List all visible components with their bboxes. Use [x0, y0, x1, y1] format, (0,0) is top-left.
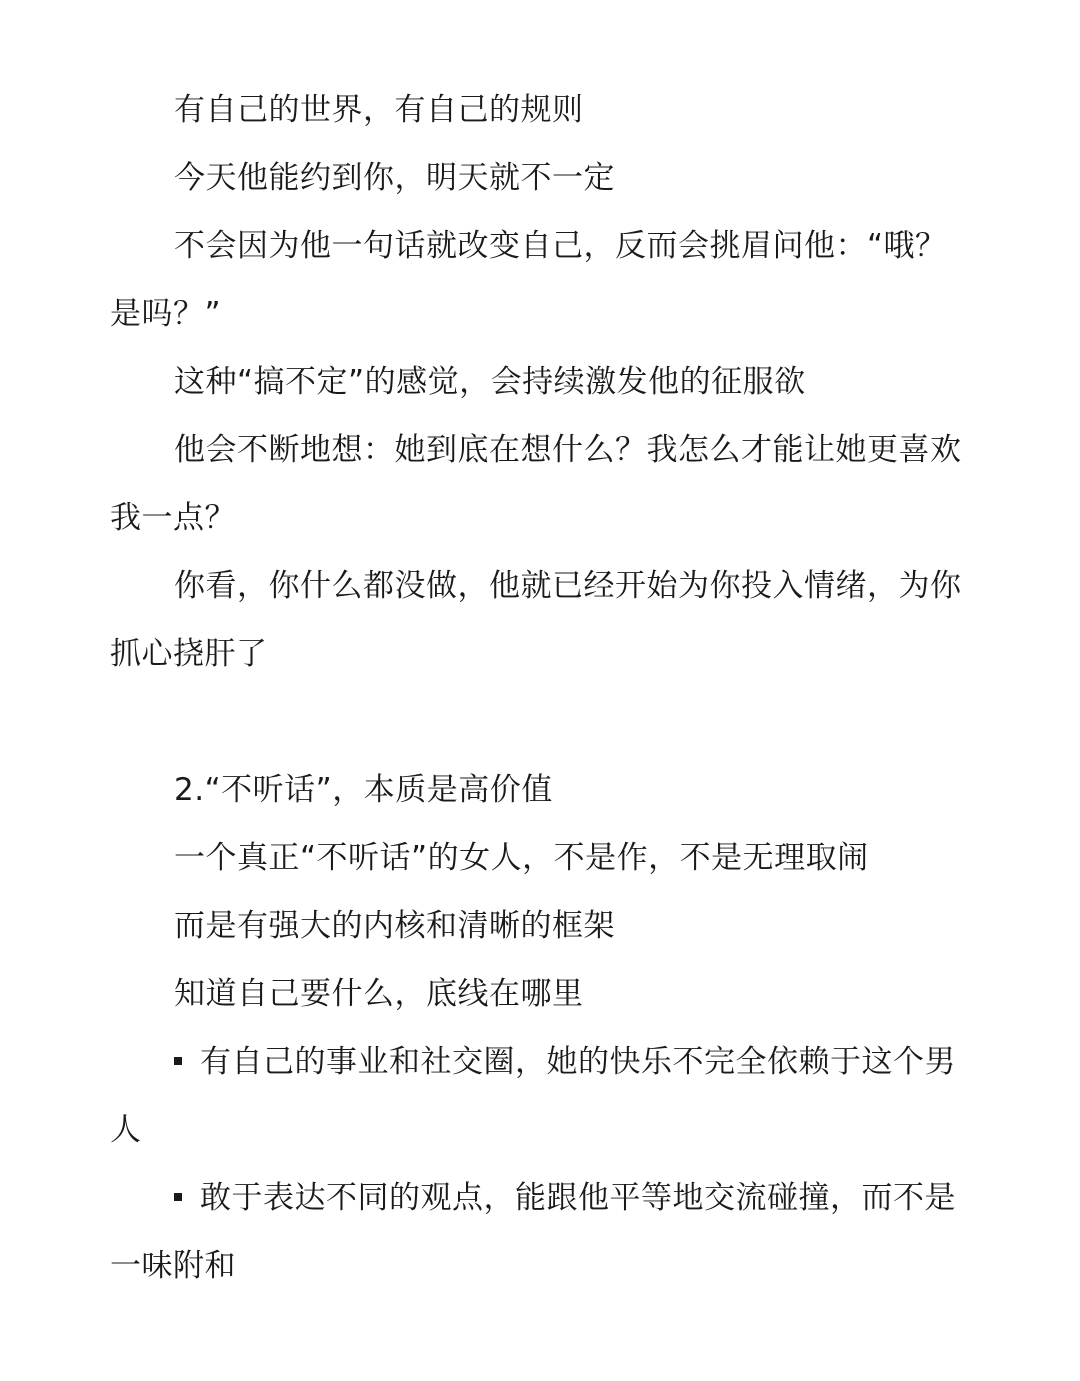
bullet-icon — [174, 1193, 182, 1201]
paragraph: 不会因为他一句话就改变自己，反而会挑眉问他：“哦？是吗？” — [110, 228, 947, 332]
paragraph: 今天他能约到你，明天就不一定 — [174, 160, 615, 196]
paragraph: 而是有强大的内核和清晰的框架 — [174, 908, 615, 944]
bullet-item — [110, 1028, 970, 1164]
paragraph: 一个真正“不听话”的女人，不是作，不是无理取闹 — [174, 840, 869, 876]
paragraph: 这种“搞不定”的感觉，会持续激发他的征服欲 — [174, 364, 806, 400]
bullet-text: 有自己的事业和社交圈，她的快乐不完全依赖于这个男人 — [110, 1044, 956, 1148]
section-heading: 2.“不听话”，本质是高价值 — [174, 772, 553, 808]
paragraph: 知道自己要什么，底线在哪里 — [174, 976, 584, 1012]
bullet-icon — [174, 1057, 182, 1065]
article-body — [110, 76, 970, 1300]
paragraph-spacer — [110, 688, 970, 756]
paragraph: 你看，你什么都没做，他就已经开始为你投入情绪，为你抓心挠肝了 — [110, 568, 962, 672]
bullet-item — [110, 1164, 970, 1300]
bullet-text: 敢于表达不同的观点，能跟他平等地交流碰撞，而不是一味附和 — [110, 1180, 956, 1284]
paragraph: 有自己的世界，有自己的规则 — [174, 92, 584, 128]
paragraph: 他会不断地想：她到底在想什么？我怎么才能让她更喜欢我一点？ — [110, 432, 962, 536]
